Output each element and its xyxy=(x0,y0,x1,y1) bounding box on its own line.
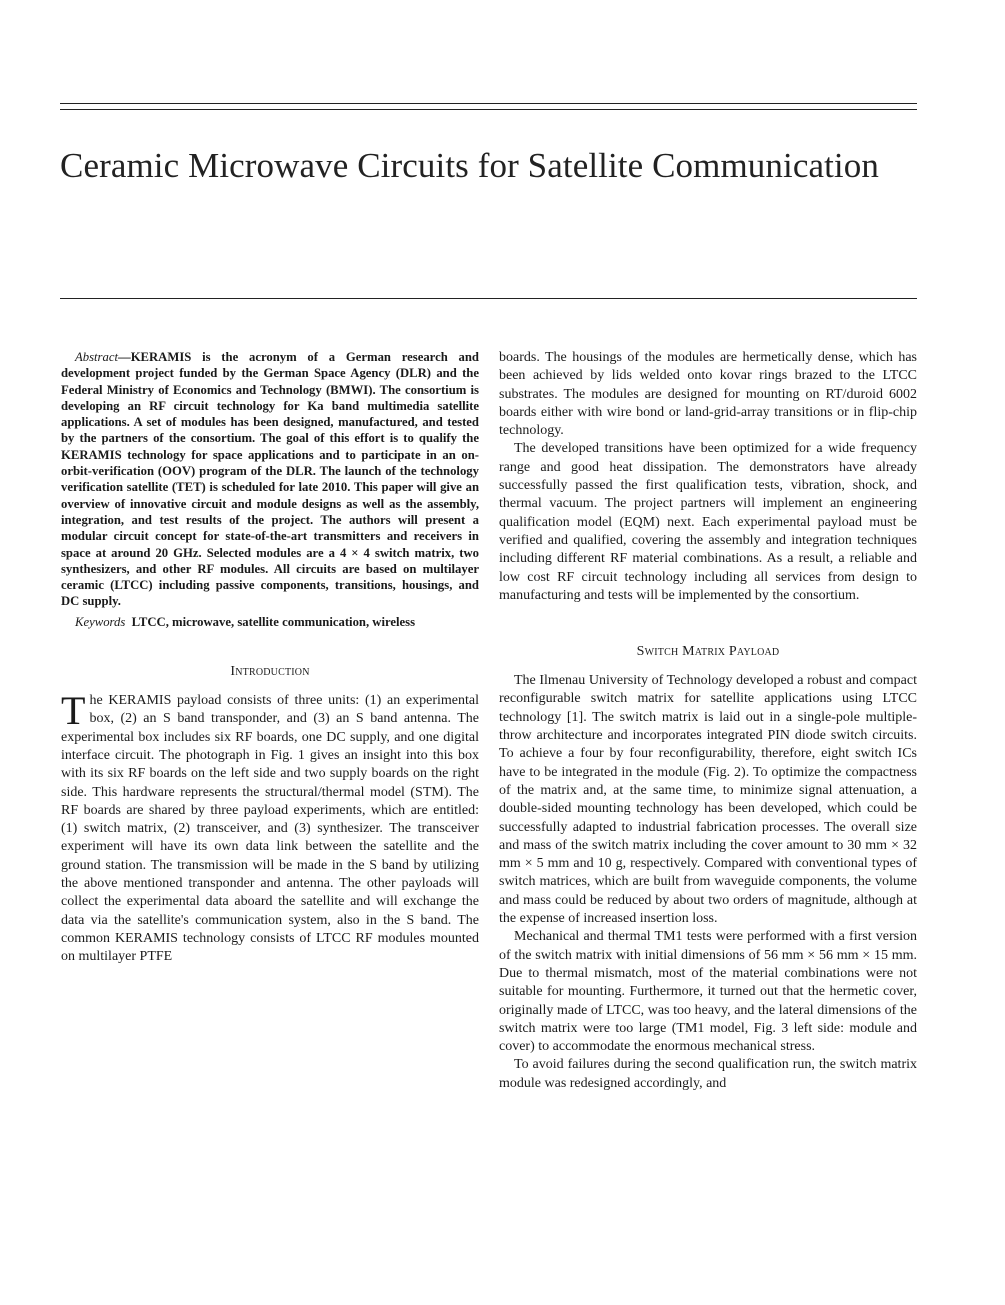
introduction-text: he KERAMIS payload consists of three units: (1) an experimental box, (2) an S band transponder, and (3) an S band antenna. The experimental box includes six RF boards, one DC supply, and one digital interface circuit. The photograph in Fig. 1 gives an insight into this box with its six RF boards on the left side and two supply boards on the right side. This hardware represents the structural/thermal model (STM). The RF boards are shared by three payload experiments, which are entitled: (1) switch matrix, (2) transceiver, and (3) synthesizer. The transceiver experiment will have its own data link between the satellite and the ground station. The transmission will be made in the S band by utilizing the above mentioned transponder and antenna. The other payloads will collect the experimental data aboard the satellite and will exchange the data via the satellite's communication system, also in the S band. The common KERAMIS technology consists of LTCC RF modules mounted on multilayer PTFE xyxy=(61,693,479,965)
tm1-tests-paragraph: Mechanical and thermal TM1 tests were performed with a first version of the switch matrix with initial dimensions of 56 mm × 56 mm × 15 mm. Due to thermal mismatch, most of the material combinations were not suitable for mounting. Furthermore, it turned out that the hermetic cover, originally made of LTCC, was too heavy, and the lateral dimensions of the switch matrix were too large (TM1 model, Fig. 3 left side: module and cover) to accommodate the enormous mechanical stress. xyxy=(499,929,917,1055)
title-bottom-rule xyxy=(60,298,917,299)
left-column xyxy=(61,349,479,967)
abstract-text: KERAMIS is the acronym of a German research and development project funded by the German Space Agency (DLR) and the Federal Ministry of Economics and Technology (BMWI). The consortium is developing an RF circuit technology for Ka band multimedia satellite applications. A set of modules has been designed, manufactured, and tested by the partners of the consortium. The goal of this effort is to qualify the KERAMIS technology for space applications and to participate in an on-orbit-verification (OOV) program of the DLR. The launch of the technology verification satellite (TET) is scheduled for late 2010. This paper will give an overview of innovative circuit and module designs as well as the assembly, integration, and test results of the project. The authors will present a modular circuit concept for state-of-the-art transmitters and receivers in space at around 20 GHz. Selected modules are a 4 × 4 switch matrix, two synthesizers, and other RF modules. All circuits are based on multilayer ceramic (LTCC) including passive components, transitions, housings, and DC supply. xyxy=(61,350,479,609)
continuation-paragraph: boards. The housings of the modules are hermetically dense, which has been achieved by lids welded onto kovar rings brazed to the LTCC substrates. The modules are designed for mounting on RT/duroid 6002 boards either with wire bond or land-grid-array transitions or in flip-chip technology. xyxy=(499,350,917,439)
top-double-rule xyxy=(60,103,917,110)
keywords-label: Keywords xyxy=(75,614,126,629)
transitions-paragraph: The developed transitions have been optimized for a wide frequency range and good heat dissipation. The demonstrators have already successfully passed the first qualification tests, vibration, shock, and thermal vacuum. The project partners will implement an engineering qualification model (EQM) next. Each experimental payload must be verified and qualified, covering the assembly and integration techniques including different RF material combinations. As a result, a reliable and low cost RF circuit technology including all services from design to manufacturing and tests will be implemented by the consortium. xyxy=(499,441,917,603)
abstract-label: Abstract xyxy=(75,350,118,364)
switch-matrix-heading: Switch Matrix Payload xyxy=(636,644,780,660)
right-column xyxy=(499,349,917,1093)
abstract xyxy=(61,349,479,610)
paper-title: Ceramic Microwave Circuits for Satellite Communication xyxy=(60,146,879,186)
introduction-paragraph xyxy=(61,688,479,966)
switch-matrix-paragraph: The Ilmenau University of Technology developed a robust and compact reconfigurable switch matrix for satellite applications using LTCC technology [1]. The switch matrix is laid out in a single-pole multiple-throw architecture and incorporates integrated PIN diode switch circuits. To achieve a four by four reconfigurability, therefore, eight switch ICs have to be integrated in the module (Fig. 2). To optimize the compactness of the matrix and, at the same time, to minimize signal attenuation, a double-sided mounting technology has been developed, which could be successfully adapted to industrial fabrication processes. The overall size and mass of the switch matrix including the cover amount to 30 mm × 32 mm × 5 mm and 10 g, respectively. Compared with conventional types of switch matrices, which are built from waveguide components, the volume and mass could be reduced by about two orders of magnitude, although at the expense of increased insertion loss. xyxy=(499,673,917,927)
dropcap: T xyxy=(61,688,86,734)
keywords xyxy=(61,614,479,630)
redesign-paragraph: To avoid failures during the second qualification run, the switch matrix module was redesigned accordingly, and xyxy=(499,1057,917,1091)
abstract-dash: — xyxy=(118,350,131,364)
keywords-text: LTCC, microwave, satellite communication, wireless xyxy=(131,614,416,629)
introduction-heading: Introduction xyxy=(230,664,310,680)
